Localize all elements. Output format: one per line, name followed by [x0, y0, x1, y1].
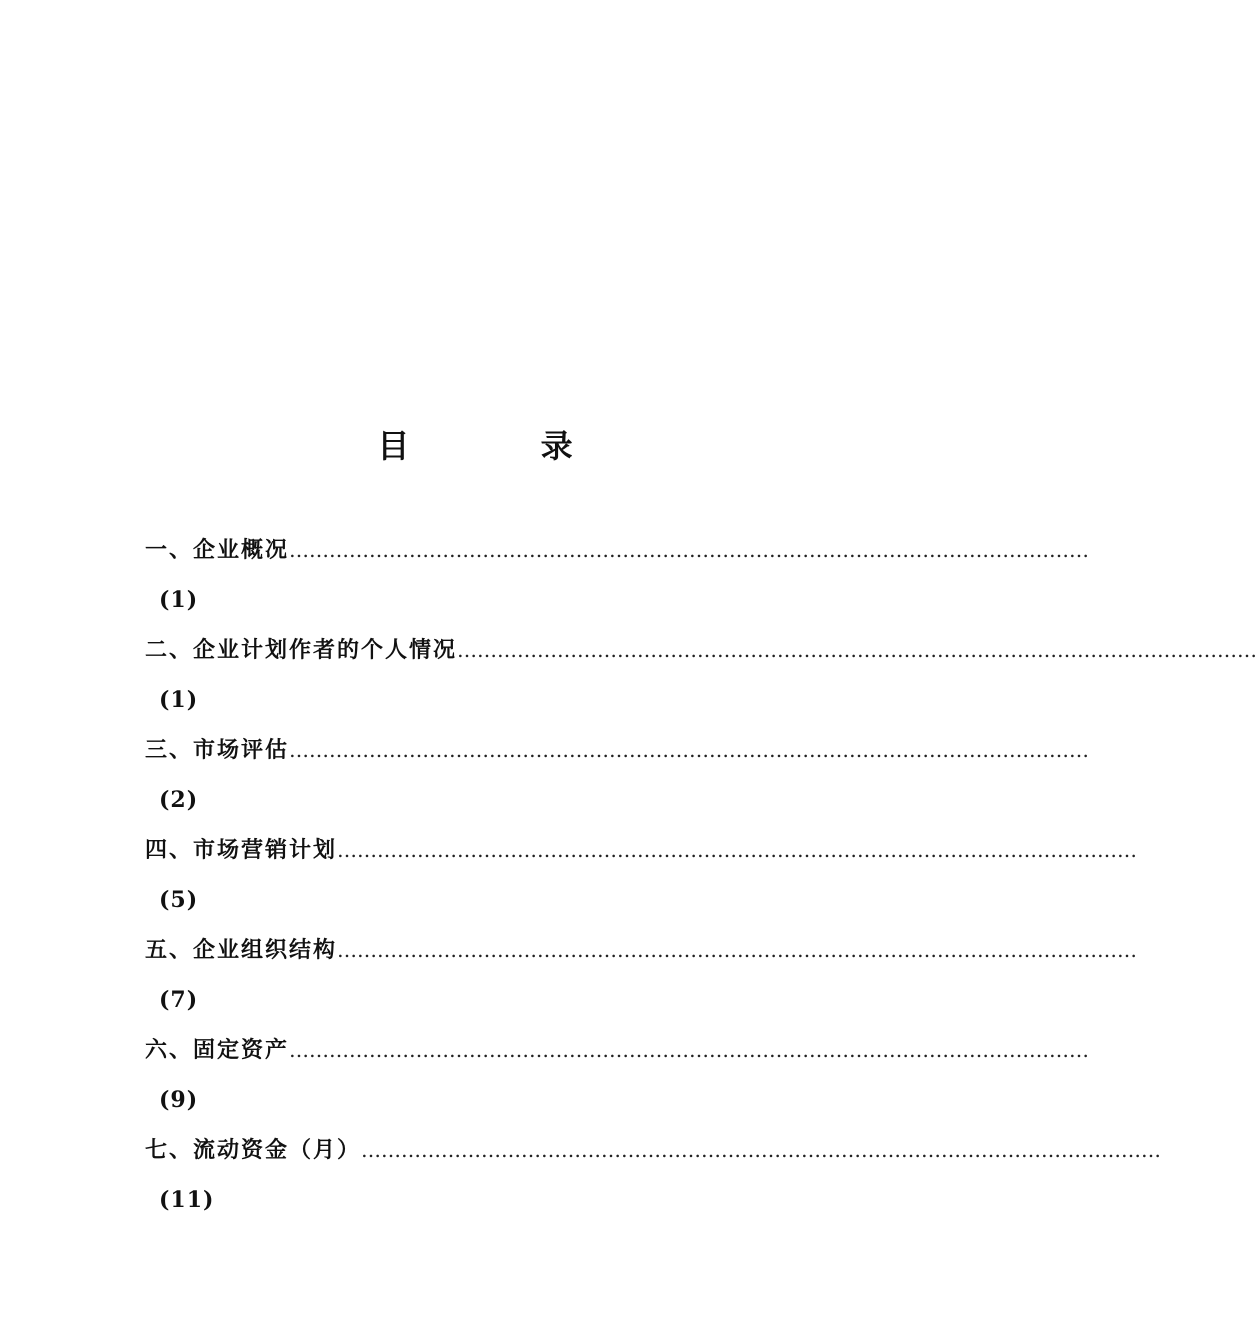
toc-entry-title: 市场评估 — [193, 737, 290, 763]
toc-dot-leader: ………………………………………………………………………………………………………… — [457, 638, 1257, 662]
toc-entry-number: 五、 — [145, 937, 194, 963]
toc-dot-leader: ………………………………………………………………………………………………………… — [337, 938, 1138, 962]
table-of-contents — [145, 530, 1257, 1230]
toc-dot-leader: ………………………………………………………………………………………………………… — [361, 1138, 1162, 1162]
toc-entry[interactable] — [145, 1030, 1090, 1130]
toc-line — [145, 730, 1090, 770]
page-title: 目 录 — [377, 427, 633, 465]
toc-page-number: (1) — [159, 687, 199, 713]
toc-entry-number: 七、 — [145, 1137, 194, 1163]
toc-dot-leader: ………………………………………………………………………………………………………… — [289, 1038, 1090, 1062]
toc-entry[interactable] — [145, 930, 1138, 1030]
toc-line — [145, 630, 1257, 670]
toc-entry-number: 四、 — [145, 837, 194, 863]
toc-line — [145, 530, 1090, 570]
toc-line — [145, 930, 1138, 970]
toc-page-number: (2) — [159, 787, 199, 813]
toc-entry-number: 六、 — [145, 1037, 194, 1063]
toc-page-number: (5) — [159, 887, 199, 913]
toc-entry-title: 企业组织结构 — [193, 937, 338, 963]
toc-entry-title: 流动资金（月） — [193, 1137, 362, 1163]
toc-dot-leader: ………………………………………………………………………………………………………… — [337, 838, 1138, 862]
toc-entry-number: 三、 — [145, 737, 194, 763]
toc-page-number: (7) — [159, 987, 199, 1013]
toc-line — [145, 1130, 1162, 1170]
toc-line — [145, 830, 1138, 870]
toc-entry[interactable] — [145, 1130, 1162, 1230]
toc-entry[interactable] — [145, 830, 1138, 930]
toc-entry[interactable] — [145, 730, 1090, 830]
toc-entry-title: 市场营销计划 — [193, 837, 338, 863]
toc-entry[interactable] — [145, 530, 1090, 630]
toc-entry-number: 二、 — [145, 637, 194, 663]
toc-dot-leader: ………………………………………………………………………………………………………… — [289, 738, 1090, 762]
toc-line — [145, 1030, 1090, 1070]
toc-entry-title: 固定资产 — [193, 1037, 290, 1063]
toc-page-number: (11) — [159, 1187, 215, 1213]
toc-page-number: (1) — [159, 587, 199, 613]
toc-page-number: (9) — [159, 1087, 199, 1113]
toc-entry-title: 企业概况 — [193, 537, 290, 563]
toc-entry[interactable] — [145, 630, 1257, 730]
toc-entry-number: 一、 — [145, 537, 194, 563]
toc-entry-title: 企业计划作者的个人情况 — [193, 637, 458, 663]
toc-dot-leader: ………………………………………………………………………………………………………… — [289, 538, 1090, 562]
